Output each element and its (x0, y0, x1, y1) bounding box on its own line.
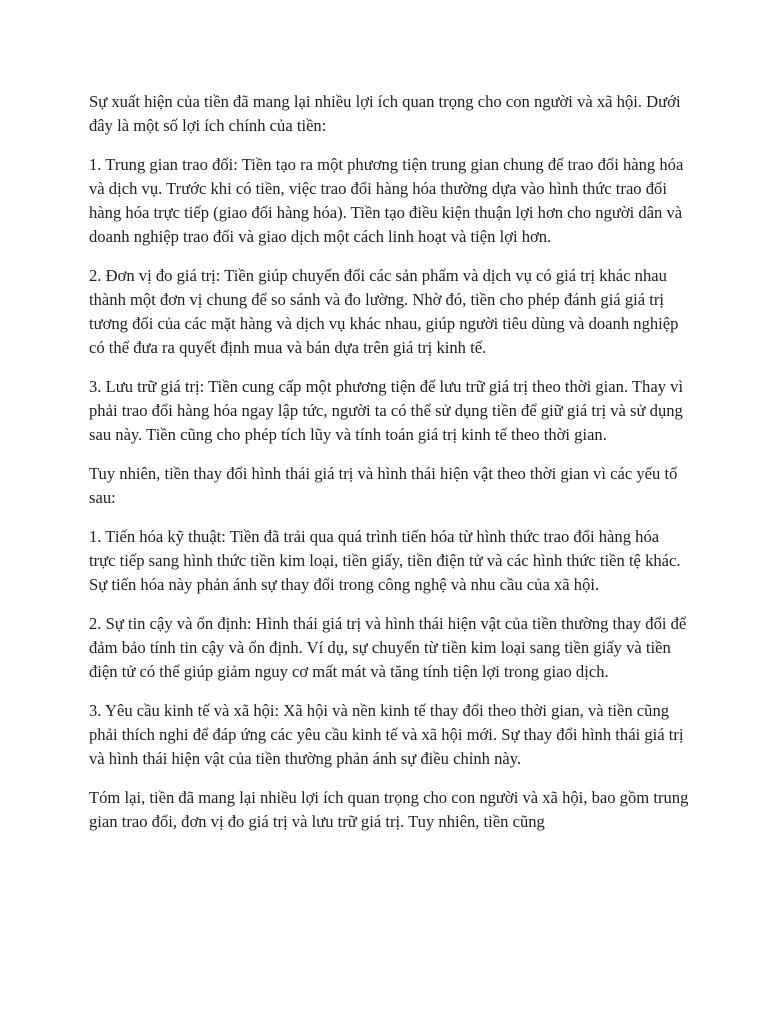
paragraph-intro: Sự xuất hiện của tiền đã mang lại nhiều lợi ích quan trọng cho con người và xã hội. Dưới đây là một số lợi ích chính của tiền: (89, 92, 681, 135)
paragraph-transition: Tuy nhiên, tiền thay đổi hình thái giá trị và hình thái hiện vật theo thời gian vì các yếu tố sau: (89, 464, 678, 507)
document-body (89, 90, 689, 849)
paragraph-summary: Tóm lại, tiền đã mang lại nhiều lợi ích quan trọng cho con người và xã hội, bao gồm trung gian trao đổi, đơn vị đo giá trị và lưu trữ giá trị. Tuy nhiên, tiền cũng (89, 788, 689, 831)
paragraph-store-of-value: 3. Lưu trữ giá trị: Tiền cung cấp một phương tiện để lưu trữ giá trị theo thời gian. Thay vì phải trao đổi hàng hóa ngay lập tức, người ta có thể sử dụng tiền để giữ giá trị và sử dụng sau này. Tiền cũng cho phép tích lũy và tính toán giá trị kinh tế theo thời gian. (89, 377, 684, 444)
paragraph-unit-of-value: 2. Đơn vị đo giá trị: Tiền giúp chuyển đổi các sản phẩm và dịch vụ có giá trị khác nhau thành một đơn vị chung để so sánh và đo lường. Nhờ đó, tiền cho phép đánh giá giá trị tương đối của các mặt hàng và dịch vụ khác nhau, giúp người tiêu dùng và doanh nghiệp có thể đưa ra quyết định mua và bán dựa trên giá trị kinh tế. (89, 266, 679, 357)
paragraph-economic-social: 3. Yêu cầu kinh tế và xã hội: Xã hội và nền kinh tế thay đổi theo thời gian, và tiền cũng phải thích nghi để đáp ứng các yêu cầu kinh tế và xã hội mới. Sự thay đổi hình thái giá trị và hình thái hiện vật của tiền thường phản ánh sự điều chỉnh này. (89, 701, 684, 768)
paragraph-medium-of-exchange: 1. Trung gian trao đổi: Tiền tạo ra một phương tiện trung gian chung để trao đổi hàng hóa và dịch vụ. Trước khi có tiền, việc trao đổi hàng hóa thường dựa vào hình thức trao đổi hàng hóa trực tiếp (giao đổi hàng hóa). Tiền tạo điều kiện thuận lợi hơn cho người dân và doanh nghiệp trao đổi và giao dịch một cách linh hoạt và tiện lợi hơn. (89, 155, 684, 246)
paragraph-trust-stability: 2. Sự tin cậy và ổn định: Hình thái giá trị và hình thái hiện vật của tiền thường thay đổi để đảm bảo tính tin cậy và ổn định. Ví dụ, sự chuyển từ tiền kim loại sang tiền giấy và tiền điện tử có thể giúp giảm nguy cơ mất mát và tăng tính tiện lợi trong giao dịch. (89, 614, 687, 681)
paragraph-technical-evolution: 1. Tiến hóa kỹ thuật: Tiền đã trải qua quá trình tiến hóa từ hình thức trao đổi hàng hóa trực tiếp sang hình thức tiền kim loại, tiền giấy, tiền điện tử và các hình thức tiền tệ khác. Sự tiến hóa này phản ánh sự thay đổi trong công nghệ và nhu cầu của xã hội. (89, 527, 681, 594)
